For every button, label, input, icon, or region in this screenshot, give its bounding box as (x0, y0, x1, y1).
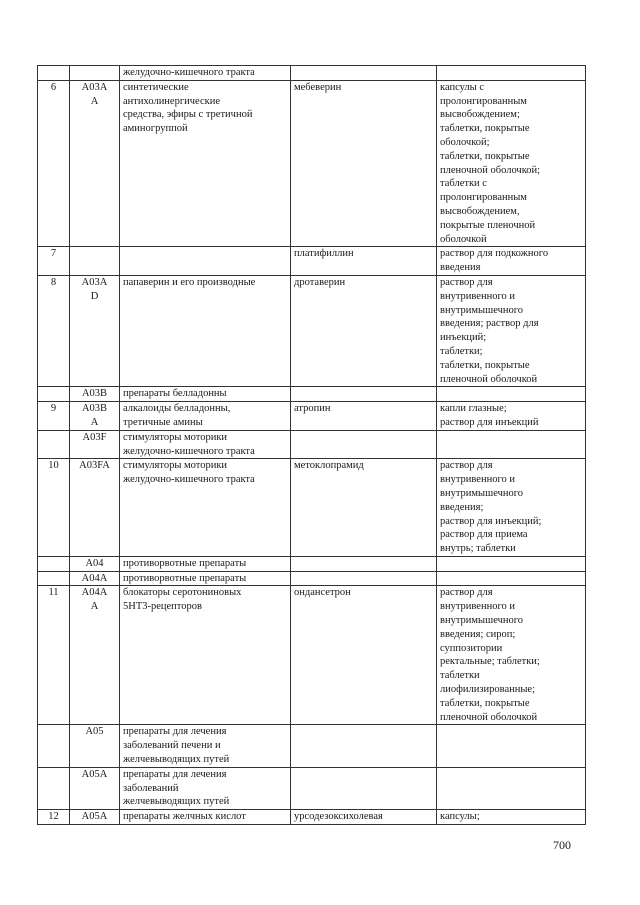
cell-text-line: 9 (50, 403, 57, 415)
cell-text-line: урсодезоксихолевая (294, 811, 383, 823)
cell-text-line: заболеваний печени и (123, 740, 221, 752)
atc-group-cell (120, 247, 291, 276)
cell-text-line: A05A (81, 768, 108, 780)
cell-text-line: раствор для приема (440, 529, 528, 541)
atc-group-cell (120, 402, 291, 431)
drug-name-cell (291, 571, 437, 586)
drug-name-cell (291, 810, 437, 825)
drug-name-cell (291, 725, 437, 767)
cell-text-line: 5HT3-рецепторов (123, 601, 202, 613)
cell-text-line: препараты для лечения (123, 726, 227, 738)
atc-group-cell (120, 80, 291, 247)
cell-text-line: внутримышечного (440, 304, 524, 316)
cell-text-line: заболеваний (123, 782, 179, 794)
atc-group-cell (120, 767, 291, 809)
cell-text-line: таблетки; (440, 345, 483, 357)
cell-text-line: высвобождением, (440, 205, 520, 217)
cell-text-line: противорвотные препараты (123, 557, 247, 569)
cell-text-line: противорвотные препараты (123, 572, 247, 584)
cell-text-line: раствор для (440, 587, 493, 599)
drug-name-cell (291, 430, 437, 459)
cell-text-line: капли глазные; (440, 403, 507, 415)
dosage-form-cell (437, 430, 586, 459)
cell-text-line: препараты желчных кислот (123, 811, 246, 823)
atc-group-cell (120, 66, 291, 81)
row-number-cell (38, 767, 70, 809)
table-row (38, 430, 586, 459)
cell-text-line: 7 (50, 248, 57, 260)
dosage-form-cell (437, 275, 586, 386)
table-row (38, 275, 586, 386)
cell-text-line: введения; (440, 501, 484, 513)
atc-code-cell (70, 247, 120, 276)
cell-text-line: покрытые пленочной (440, 219, 536, 231)
atc-code-cell (70, 66, 120, 81)
atc-code-cell (70, 767, 120, 809)
cell-text-line: оболочкой (440, 233, 487, 245)
drug-name-cell (291, 80, 437, 247)
table-row (38, 725, 586, 767)
cell-text-line: атропин (294, 403, 331, 415)
cell-text-line: 6 (50, 81, 57, 93)
cell-text-line: введения (440, 262, 481, 274)
dosage-form-cell (437, 247, 586, 276)
drug-name-cell (291, 767, 437, 809)
cell-text-line: A03B (81, 388, 108, 400)
table-row (38, 586, 586, 725)
table-row (38, 459, 586, 557)
cell-text-line: внутривенного и (440, 474, 515, 486)
cell-text-line: синтетические (123, 81, 189, 93)
drug-name-cell (291, 402, 437, 431)
cell-text-line: капсулы с (440, 81, 484, 93)
row-number-cell (38, 459, 70, 557)
dosage-form-cell (437, 725, 586, 767)
cell-text-line: A03A (81, 81, 108, 93)
atc-group-cell (120, 586, 291, 725)
cell-text-line: таблетки, покрытые (440, 123, 530, 135)
row-number-cell (38, 247, 70, 276)
cell-text-line: платифиллин (294, 248, 354, 260)
cell-text-line: внутримышечного (440, 615, 524, 627)
cell-text-line: A05 (85, 726, 104, 738)
cell-text-line: введения; раствор для (440, 318, 539, 330)
cell-text-line: дротаверин (294, 276, 346, 288)
cell-text-line: желчевыводящих путей (123, 796, 230, 808)
atc-group-cell (120, 556, 291, 571)
dosage-form-cell (437, 402, 586, 431)
cell-text-line: капсулы; (440, 811, 480, 823)
dosage-form-cell (437, 586, 586, 725)
table-body (38, 66, 586, 825)
cell-text-line: 12 (48, 811, 59, 823)
cell-text-line: папаверин и его производные (123, 276, 256, 288)
atc-group-cell (120, 275, 291, 386)
cell-text-line: желчевыводящих путей (123, 754, 230, 766)
cell-text-line: A03FA (79, 460, 110, 472)
cell-text-line: A04 (85, 557, 104, 569)
cell-text-line: раствор для инъекций (440, 416, 539, 428)
row-number-cell (38, 430, 70, 459)
cell-text-line: 8 (50, 276, 57, 288)
cell-text-line: мебеверин (294, 81, 342, 93)
cell-text-line: ондансетрон (294, 587, 351, 599)
drug-name-cell (291, 247, 437, 276)
cell-text-line: таблетки с (440, 178, 487, 190)
row-number-cell (38, 810, 70, 825)
drug-name-cell (291, 459, 437, 557)
dosage-form-cell (437, 810, 586, 825)
cell-text-line: алкалоиды белладонны, (123, 403, 231, 415)
cell-text-line: лиофилизированные; (440, 684, 536, 696)
cell-text-line: A03B (81, 403, 108, 415)
cell-text-line: высвобождением; (440, 109, 520, 121)
cell-text-line: внутривенного и (440, 601, 515, 613)
dosage-form-cell (437, 767, 586, 809)
cell-text-line: желудочно-кишечного тракта (123, 445, 255, 457)
table-row (38, 387, 586, 402)
atc-code-cell (70, 402, 120, 431)
cell-text-line: A (90, 601, 99, 613)
cell-text-line: раствор для подкожного (440, 248, 549, 260)
atc-code-cell (70, 725, 120, 767)
cell-text-line: таблетки (440, 670, 480, 682)
cell-text-line: пленочной оболочкой; (440, 164, 541, 176)
cell-text-line: средства, эфиры с третичной (123, 109, 253, 121)
cell-text-line: инъекций; (440, 332, 487, 344)
cell-text-line: желудочно-кишечного тракта (123, 474, 255, 486)
cell-text-line: ректальные; таблетки; (440, 656, 540, 668)
drug-name-cell (291, 387, 437, 402)
row-number-cell (38, 556, 70, 571)
drug-name-cell (291, 66, 437, 81)
cell-text-line: 10 (48, 460, 59, 472)
atc-code-cell (70, 586, 120, 725)
cell-text-line: таблетки, покрытые (440, 150, 530, 162)
cell-text-line: метоклопрамид (294, 460, 364, 472)
atc-code-cell (70, 556, 120, 571)
drug-name-cell (291, 586, 437, 725)
cell-text-line: таблетки, покрытые (440, 359, 530, 371)
dosage-form-cell (437, 80, 586, 247)
cell-text-line: оболочкой; (440, 136, 490, 148)
dosage-form-cell (437, 387, 586, 402)
drug-name-cell (291, 556, 437, 571)
cell-text-line: A03A (81, 276, 108, 288)
cell-text-line: введения; сироп; (440, 628, 516, 640)
atc-group-cell (120, 810, 291, 825)
atc-code-cell (70, 459, 120, 557)
cell-text-line: A04A (81, 587, 108, 599)
atc-code-cell (70, 275, 120, 386)
cell-text-line: раствор для инъекций; (440, 515, 542, 527)
cell-text-line: пролонгированным (440, 95, 527, 107)
cell-text-line: D (90, 290, 99, 302)
row-number-cell (38, 80, 70, 247)
atc-code-cell (70, 80, 120, 247)
cell-text-line: пленочной оболочкой (440, 711, 538, 723)
cell-text-line: третичные амины (123, 416, 203, 428)
cell-text-line: 11 (48, 587, 59, 599)
cell-text-line: блокаторы серотониновых (123, 587, 242, 599)
cell-text-line: раствор для (440, 460, 493, 472)
cell-text-line: внутрь; таблетки (440, 543, 516, 555)
atc-code-cell (70, 571, 120, 586)
atc-group-cell (120, 430, 291, 459)
row-number-cell (38, 275, 70, 386)
cell-text-line: A04A (81, 572, 108, 584)
cell-text-line: желудочно-кишечного тракта (123, 67, 255, 78)
table-row (38, 767, 586, 809)
table-row (38, 66, 586, 81)
cell-text-line: A (90, 95, 99, 107)
cell-text-line: раствор для (440, 276, 493, 288)
table-row (38, 402, 586, 431)
atc-code-cell (70, 387, 120, 402)
cell-text-line: препараты для лечения (123, 768, 227, 780)
table-row (38, 810, 586, 825)
table-row (38, 80, 586, 247)
cell-text-line: внутримышечного (440, 487, 524, 499)
cell-text-line: таблетки, покрытые (440, 697, 530, 709)
page-number: 700 (553, 838, 571, 852)
cell-text-line: пролонгированным (440, 192, 527, 204)
atc-group-cell (120, 387, 291, 402)
cell-text-line: стимуляторы моторики (123, 460, 228, 472)
cell-text-line: аминогруппой (123, 123, 188, 135)
cell-text-line: антихолинергические (123, 95, 221, 107)
row-number-cell (38, 725, 70, 767)
dosage-form-cell (437, 556, 586, 571)
table-row (38, 247, 586, 276)
cell-text-line: суппозитории (440, 642, 503, 654)
cell-text-line: пленочной оболочкой (440, 373, 538, 385)
dosage-form-cell (437, 571, 586, 586)
row-number-cell (38, 571, 70, 586)
table-row (38, 556, 586, 571)
table-row (38, 571, 586, 586)
row-number-cell (38, 402, 70, 431)
row-number-cell (38, 387, 70, 402)
cell-text-line: внутривенного и (440, 290, 515, 302)
cell-text-line: A05A (81, 811, 108, 823)
dosage-form-cell (437, 459, 586, 557)
row-number-cell (38, 66, 70, 81)
cell-text-line: препараты белладонны (123, 388, 227, 400)
atc-code-cell (70, 810, 120, 825)
atc-group-cell (120, 725, 291, 767)
atc-group-cell (120, 459, 291, 557)
drug-name-cell (291, 275, 437, 386)
atc-group-cell (120, 571, 291, 586)
cell-text-line: стимуляторы моторики (123, 431, 228, 443)
drug-list-table (37, 65, 586, 825)
row-number-cell (38, 586, 70, 725)
dosage-form-cell (437, 66, 586, 81)
atc-code-cell (70, 430, 120, 459)
cell-text-line: A (90, 416, 99, 428)
cell-text-line: A03F (82, 431, 107, 443)
